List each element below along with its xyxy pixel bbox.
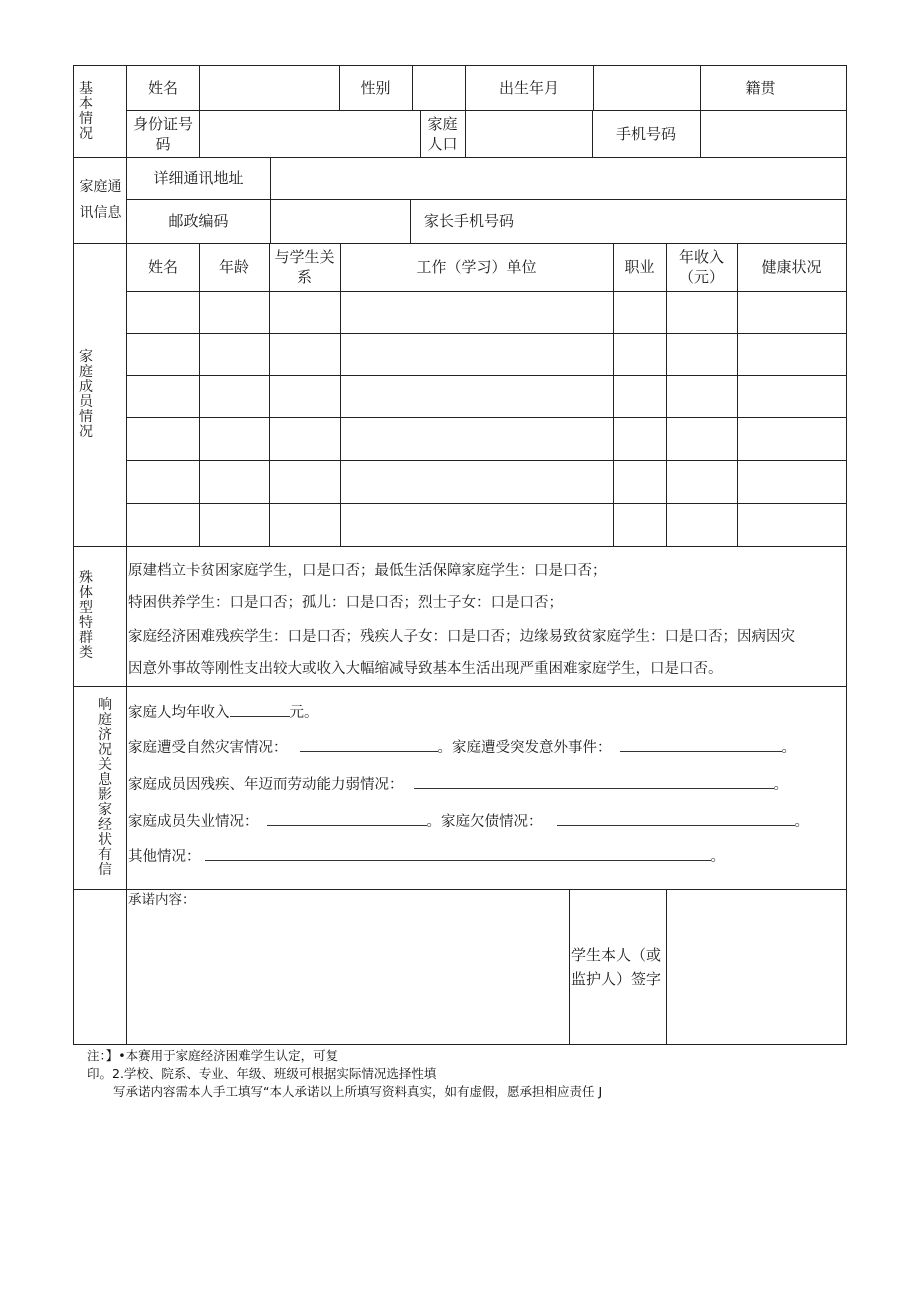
special-line-4: 因意外事故等刚性支出较大或收入大幅缩减导致基本生活出现严重困难家庭学生，口是口否。 [128, 661, 723, 677]
divider-v [270, 157, 271, 243]
debt-end: 。 [794, 814, 809, 830]
household-label [420, 110, 465, 157]
divider-v [269, 243, 270, 546]
divider-v [410, 199, 411, 243]
section-special-label [77, 546, 127, 686]
disaster-label: 家庭遭受自然灾害情况： [128, 740, 288, 756]
divider-v [592, 110, 593, 157]
members-header-relation [269, 243, 340, 291]
unemploy-blank[interactable] [267, 811, 427, 826]
income-line [128, 702, 319, 723]
phone-field[interactable] [700, 110, 846, 157]
divider-section [74, 243, 847, 244]
divider-v [613, 243, 614, 546]
gender-field[interactable] [412, 66, 465, 110]
section-basic-label [77, 66, 127, 157]
accident-blank[interactable] [620, 737, 782, 752]
signature-field[interactable] [666, 890, 846, 1044]
id-label [127, 110, 199, 157]
other-end: 。 [710, 849, 725, 865]
income-suffix: 元。 [289, 705, 319, 721]
divider-v [339, 66, 340, 110]
divider-v [569, 889, 570, 1044]
note-line-1: 注：】•本赛用于家庭经济困难学生认定，可复 [87, 1048, 339, 1063]
members-header-job: 职业 [624, 258, 655, 276]
address-field[interactable] [270, 157, 846, 199]
parent-phone-field[interactable] [624, 199, 846, 243]
accident-label: 家庭遭受突发意外事件： [452, 740, 612, 756]
birth-field[interactable] [593, 66, 700, 110]
members-row-line [127, 291, 847, 292]
members-row-line [127, 333, 847, 334]
birth-label: 出生年月 [498, 79, 559, 97]
accident-end: 。 [781, 740, 796, 756]
promise-content-field[interactable] [127, 908, 569, 1044]
id-field[interactable] [199, 110, 420, 157]
members-row-line [127, 417, 847, 418]
unemploy-label: 家庭成员失业情况： [128, 814, 259, 830]
divider-section [74, 546, 847, 547]
members-header-health: 健康状况 [761, 258, 822, 276]
divider-v [199, 110, 200, 157]
members-header-income-text: 年收入（元） [678, 248, 724, 286]
debt-label: 家庭欠债情况： [441, 814, 543, 830]
section-basic-text: 基本情况 [79, 80, 93, 142]
section-influence-text: 响庭济况关息影家经状有信 [98, 697, 112, 878]
section-contact-text: 家庭通讯信息 [79, 179, 122, 221]
divider-v [340, 243, 341, 546]
divider-section [74, 889, 847, 890]
divider-contact-row [127, 199, 847, 200]
divider-v [700, 66, 701, 157]
divider-v [666, 243, 667, 546]
postcode-field[interactable] [270, 199, 410, 243]
divider-section-col [126, 66, 127, 1044]
disaster-line [128, 737, 796, 758]
parent-phone-label: 家长手机号码 [424, 212, 515, 230]
members-header-age: 年龄 [218, 258, 249, 276]
members-header-name: 姓名 [147, 258, 178, 276]
divider-v [412, 66, 413, 110]
promise-sign-text: 学生本人（或监护人）签字 [571, 946, 662, 988]
special-line-1: 原建档立卡贫困家庭学生，口是口否；最低生活保障家庭学生：口是口否； [128, 563, 607, 579]
household-label-text: 家庭人口 [427, 114, 458, 153]
unemploy-end: 。 [426, 814, 441, 830]
disaster-end: 。 [437, 740, 452, 756]
disability-line [128, 774, 788, 795]
disability-blank[interactable] [414, 774, 774, 789]
postcode-label: 邮政编码 [168, 212, 229, 230]
address-label: 详细通讯地址 [153, 169, 244, 187]
section-influence-label [98, 686, 127, 890]
disability-end: 。 [773, 777, 788, 793]
income-blank[interactable] [230, 702, 290, 717]
other-line [128, 846, 725, 867]
members-header-income [666, 243, 737, 291]
members-header-workplace: 工作（学习）单位 [416, 258, 537, 276]
divider-v [737, 243, 738, 546]
promise-sign-label [569, 937, 666, 997]
debt-blank[interactable] [557, 811, 795, 826]
divider-section [74, 686, 847, 687]
unemploy-line [128, 811, 809, 832]
special-line-3: 家庭经济困难残疾学生：口是口否；残疾人子女：口是口否；边缘易致贫家庭学生：口是口否；因病因灾 [128, 629, 795, 645]
phone-label: 手机号码 [615, 124, 676, 143]
promise-content-label: 承诺内容： [128, 892, 196, 908]
income-prefix: 家庭人均年收入 [128, 705, 230, 721]
divider-v [666, 889, 667, 1044]
divider-v [465, 66, 466, 157]
household-field[interactable] [465, 110, 592, 157]
id-label-text: 身份证号码 [132, 114, 193, 153]
divider-section [74, 157, 847, 158]
special-line-2: 特困供养学生：口是口否；孤儿：口是口否；烈士子女：口是口否； [128, 595, 563, 611]
members-row-line [127, 503, 847, 504]
note-line-3: 写承诺内容需本人手工填写“本人承诺以上所填写资料真实，如有虚假，愿承担相应责任 J [113, 1084, 603, 1099]
gender-label: 性别 [360, 79, 391, 97]
divider-v [199, 66, 200, 110]
other-blank[interactable] [205, 846, 711, 861]
section-special-text: 殊体型特群类 [79, 570, 93, 661]
members-row-line [127, 460, 847, 461]
note-line-2: 印。2.学校、院系、专业、年级、班级可根据实际情况选择性填 [87, 1066, 437, 1081]
divider-v [420, 110, 421, 157]
divider-basic-row [127, 110, 847, 111]
section-contact-label [74, 157, 127, 243]
other-label: 其他情况： [128, 849, 201, 865]
origin-label: 籍贯 [745, 79, 776, 97]
section-members-label [77, 243, 127, 546]
members-header-relation-text: 与学生关系 [274, 248, 335, 286]
disaster-blank[interactable] [300, 737, 438, 752]
name-label: 姓名 [147, 79, 178, 97]
disability-label: 家庭成员因残疾、年迈而劳动能力弱情况： [128, 777, 404, 793]
members-row-line [127, 375, 847, 376]
name-field[interactable] [199, 66, 339, 110]
divider-v [593, 66, 594, 110]
student-form-table [73, 65, 847, 1045]
section-members-text: 家庭成员情况 [79, 348, 93, 440]
divider-v [199, 243, 200, 546]
